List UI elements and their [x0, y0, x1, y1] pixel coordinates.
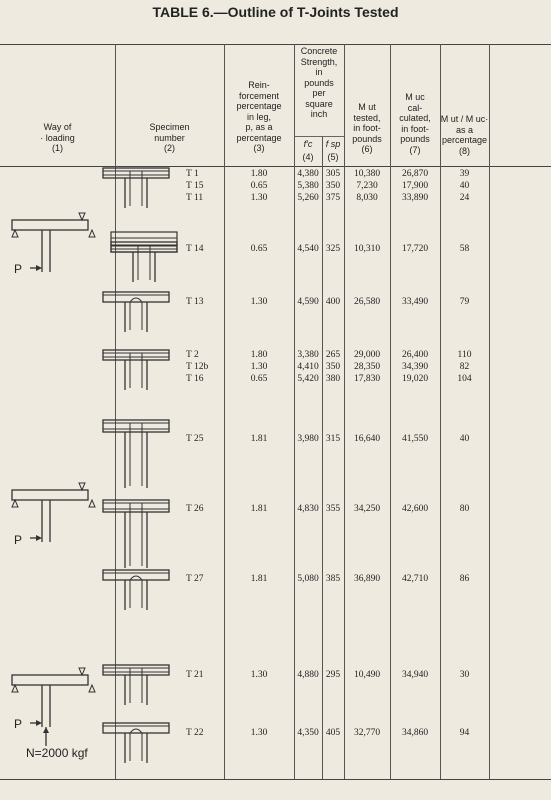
fc-value: 3,380 4,410 5,420 [297, 350, 319, 384]
fc-value: 5,080 [297, 574, 319, 584]
mut-value: 10,490 [353, 670, 381, 680]
header-way-of-loading: Way of · loading (1) [40, 122, 75, 153]
muc-value: 17,720 [401, 244, 429, 254]
mut-value: 32,770 [353, 728, 381, 738]
reinforcement-value: 1.30 [250, 728, 268, 738]
header-concrete-strength: Concrete Strength, in pounds per square inch [300, 46, 338, 119]
specimen-number: T 26 [186, 504, 204, 514]
muc-value: 42,710 [401, 574, 429, 584]
fc-value: 4,350 [297, 728, 319, 738]
load-label-p: P [14, 533, 23, 547]
fsp-value: 385 [325, 574, 341, 584]
fc-value: 4,830 [297, 504, 319, 514]
fsp-value: 305 350 375 [325, 169, 341, 203]
header-col4-number: (4) [302, 152, 314, 162]
header-specimen-number: Specimen number (2) [149, 122, 190, 153]
specimen-number: T 2 T 12b T 16 [186, 350, 209, 384]
muc-value: 26,400 34,390 19,020 [401, 350, 429, 384]
mut-value: 26,580 [353, 297, 381, 307]
fc-value: 4,540 [297, 244, 319, 254]
fc-value: 4,590 [297, 297, 319, 307]
muc-value: 34,940 [401, 670, 429, 680]
fc-value: 4,380 5,380 5,260 [297, 169, 319, 203]
fsp-value: 315 [325, 434, 341, 444]
reinforcement-value: 1.80 0.65 1.30 [250, 169, 268, 203]
header-ratio-percentage: M ut / M uc· as a percentage (8) [440, 114, 489, 156]
specimen-number: T 13 [186, 297, 204, 307]
header-col5-number: (5) [327, 152, 339, 162]
reinforcement-value: 1.30 [250, 297, 268, 307]
fsp-value: 325 [325, 244, 341, 254]
header-fc-symbol: f′c [303, 139, 313, 149]
reinforcement-value: 1.80 1.30 0.65 [250, 350, 268, 384]
load-label-p: P [14, 262, 23, 276]
mut-value: 10,380 7,230 8,030 [353, 169, 381, 203]
ratio-value: 94 [459, 728, 470, 738]
muc-value: 42,600 [401, 504, 429, 514]
mut-value: 29,000 28,350 17,830 [353, 350, 381, 384]
axial-load-note: N=2000 kgf [26, 746, 88, 760]
reinforcement-value: 1.81 [250, 504, 268, 514]
mut-value: 16,640 [353, 434, 381, 444]
specimen-number: T 14 [186, 244, 204, 254]
specimen-number: T 25 [186, 434, 204, 444]
ratio-value: 30 [459, 670, 470, 680]
mut-value: 36,890 [353, 574, 381, 584]
reinforcement-value: 0.65 [250, 244, 268, 254]
specimen-number: T 27 [186, 574, 204, 584]
ratio-value: 86 [459, 574, 470, 584]
fsp-value: 355 [325, 504, 341, 514]
ratio-value: 79 [459, 297, 470, 307]
mut-value: 34,250 [353, 504, 381, 514]
fsp-value: 400 [325, 297, 341, 307]
ratio-value: 40 [459, 434, 470, 444]
ratio-value: 39 40 24 [459, 169, 470, 203]
specimen-number: T 22 [186, 728, 204, 738]
reinforcement-value: 1.81 [250, 434, 268, 444]
fsp-value: 265 350 380 [325, 350, 341, 384]
ratio-value: 110 82 104 [457, 350, 472, 384]
reinforcement-value: 1.81 [250, 574, 268, 584]
fc-value: 3,980 [297, 434, 319, 444]
reinforcement-value: 1.30 [250, 670, 268, 680]
specimen-number: T 21 [186, 670, 204, 680]
header-fsp-symbol: f sp [325, 139, 341, 149]
muc-value: 41,550 [401, 434, 429, 444]
muc-value: 26,870 17,900 33,890 [401, 169, 429, 203]
header-reinforcement: Rein- forcement percentage in leg, p, as a percentage (3) [236, 80, 282, 153]
muc-value: 33,490 [401, 297, 429, 307]
fc-value: 4,880 [297, 670, 319, 680]
header-muc-calculated: M uc cal- culated, in foot- pounds (7) [399, 92, 431, 155]
load-label-p: P [14, 717, 23, 731]
mut-value: 10,310 [353, 244, 381, 254]
ratio-value: 58 [459, 244, 470, 254]
table-title: TABLE 6.—Outline of T-Joints Tested [152, 4, 399, 20]
fsp-value: 295 [325, 670, 341, 680]
ratio-value: 80 [459, 504, 470, 514]
muc-value: 34,860 [401, 728, 429, 738]
specimen-number: T 1 T 15 T 11 [186, 169, 204, 203]
header-mut-tested: M ut tested, in foot- pounds (6) [352, 102, 382, 154]
fsp-value: 405 [325, 728, 341, 738]
